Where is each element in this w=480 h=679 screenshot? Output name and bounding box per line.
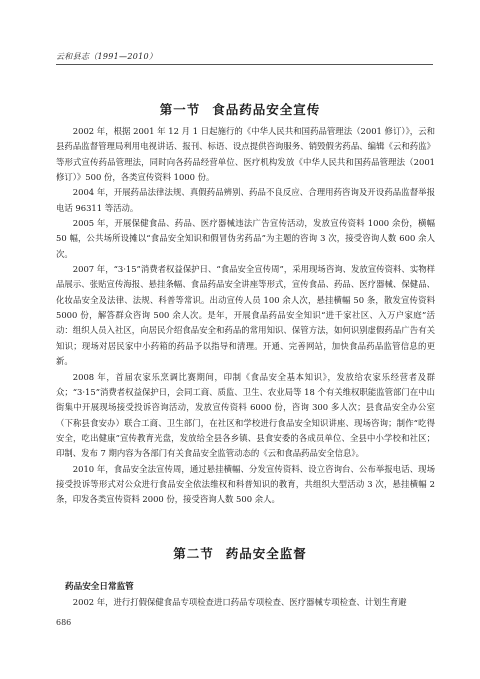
section-2-body [56, 595, 435, 610]
subsection-heading: 药品安全日常监管 [65, 582, 134, 592]
paragraph-2008: 2008 年，首届农家乐烹调比赛期间，印制《食品安全基本知识》，发放给农家乐经营者及群众；“3·15”消费者权益保护日，会同工商、质监、卫生、农业局等 18 个有关维权职能监管部门在中山街集中开展现场接受投诉咨询活动，发放宣传资料 6000 份，咨询 300 多人次；县食品安全办公室（下称县食安办）联合工商、卫生部门，在社区和学校进行食品安全知识讲座、现场咨询；制作“吃得安全，吃出健康”宣传教育光盘，发放给全县各乡镇、县食安委的各成员单位、全县中小学校和社区；印制、发布 7 期内容为各部门有关食品安全监管动态的《云和食品药品安全信息》。 [56, 371, 435, 459]
page-number: 686 [56, 618, 72, 627]
section-2-number: 第二节 [173, 546, 214, 561]
section-1-body [56, 124, 435, 508]
paragraph-2002-supervision: 2002 年，进行打假保健食品专项检查进口药品专项检查、医疗器械专项检查、计划生育避 [72, 597, 407, 607]
paragraph-2007: 2007 年，“3·15”消费者权益保护日、“食品安全宣传周”，采用现场咨询、发放宣传资料、实物样品展示、张贴宣传海报、悬挂条幅、食品药品安全讲座等形式，宣传食品、药品、医疗器械、保健品、化妆品安全及法律、法规、科普等常识。出动宣传人员 100 余人次，悬挂横幅 50 条，散发宣传资料 5000 份，解答群众咨询 500 余人次。是年，开展食品药品安全知识“进千家社区、入万户家庭”活动：组织人员入社区，向居民介绍食品安全和药品的常用知识、保管方法，如何识别虚假药品广告有关知识；现场对居民家中小药箱的药品予以指导和清理。开通、完善网站，加快食品药品监管信息的更新。 [56, 264, 435, 367]
header-rule [56, 64, 433, 65]
section-2-heading: 药品安全监督 [225, 546, 307, 561]
running-header: 云和县志（1991—2010） [56, 52, 158, 61]
section-1-title [0, 100, 480, 118]
section-2-title [0, 544, 480, 562]
paragraph-2004: 2004 年，开展药品法律法规、真假药品辨别、药品不良反应、合理用药咨询及开设药品监督举报电话 96311 等活动。 [56, 187, 435, 213]
section-1-heading: 食品药品安全宣传 [212, 102, 321, 117]
section-1-number: 第一节 [159, 102, 201, 117]
paragraph-2002: 2002 年，根据 2001 年 12 月 1 日起施行的《中华人民共和国药品管理法（2001 修订）》，云和县药品监督管理局利用电视讲话、报刊、标语、设点提供咨询服务、销毁假劣药品、编辑《云和药监》等形式宣传药品管理法，同时向各药品经营单位、医疗机构发放《中华人民共和国药品管理法（2001 修订）》500 份，各类宣传资料 1000 份。 [56, 126, 435, 183]
paragraph-2005: 2005 年，开展保健食品、药品、医疗器械违法广告宣传活动，发放宣传资料 1000 余份，横幅 50 幅，公共场所设摊以“食品安全知识和假冒伪劣药品”为主题的咨询 3 次，接受咨询人数 600 余人次。 [56, 218, 435, 259]
paragraph-2010: 2010 年，食品安全法宣传周，通过悬挂横幅、分发宣传资料、设立咨询台、公布举报电话、现场接受投诉等形式对公众进行食品安全依法维权和科普知识的教育，共组织大型活动 3 次，悬挂横幅 2 条，印发各类宣传资料 2000 份，接受咨询人数 500 余人。 [56, 463, 435, 505]
